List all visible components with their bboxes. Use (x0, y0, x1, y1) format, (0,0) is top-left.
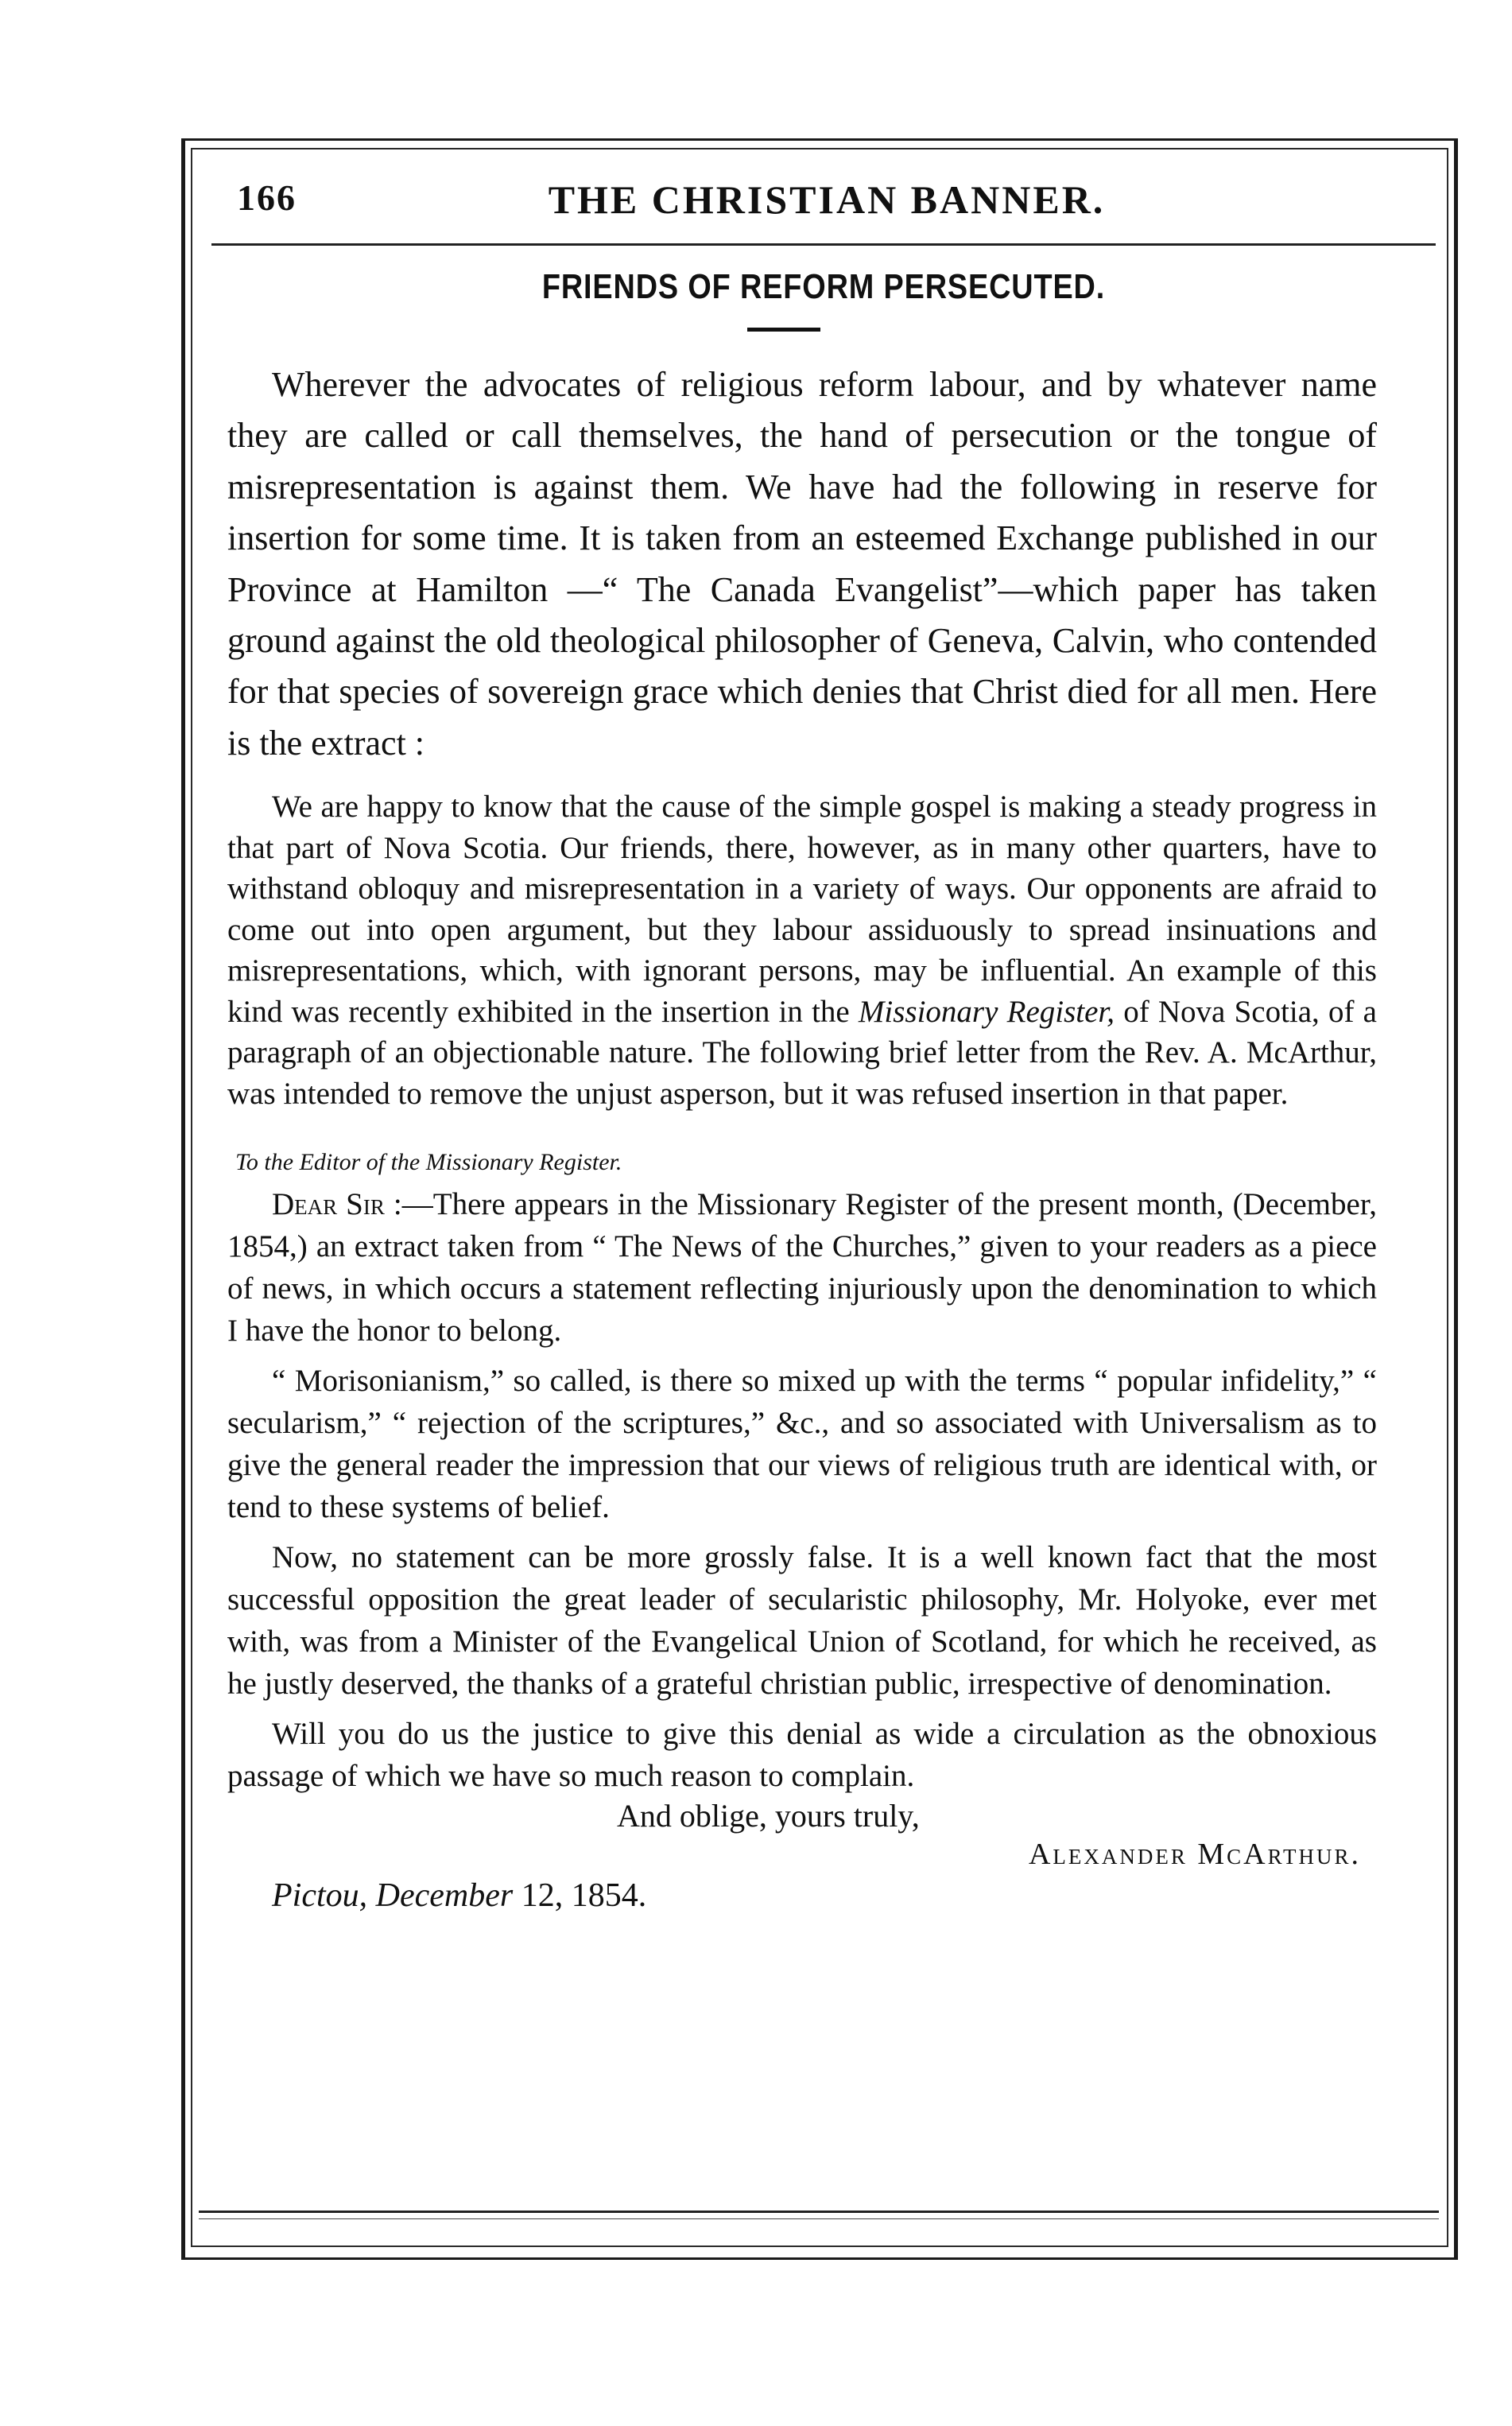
quote-text-1: We are happy to know that the cause of the simple gospel is making a steady progress in that part of Nova Scotia. Our friends, there, however, as in many other quarters, have to withstand obloquy and misrepresentation in a variety of ways. Our opponents are afraid to come out into open argument, but they labour assiduously to spread insinuations and misrepresentations, which, with ignorant persons, may be influential. An example of this kind was recently exhibited in the insertion in the (227, 790, 1377, 1029)
intro-paragraph: Wherever the advocates of religious reform labour, and by whatever name they are called or call themselves, the hand of persecution or the tongue of misrepresentation is against them. We have had the following in reserve for insertion for some time. It is taken from an esteemed Exchange published in our Province at Hamilton —“ The Canada Evangelist”—which paper has taken ground against the old theological philosopher of Geneva, Calvin, who contended for that species of sovereign grace which denies that Christ died for all men. Here is the extract : (227, 365, 1377, 763)
article-title: FRIENDS OF REFORM PERSECUTED. (541, 267, 1106, 306)
footer-rule (199, 2211, 1439, 2213)
signature: Alexander McArthur. (1028, 1838, 1361, 1872)
letter-paragraph-1-text: :—There appears in the Missionary Register of the present month, (December, 1854,) an extract taken from “ The News of the Churches,” given to your readers as a piece of news, in which occurs a statement reflecting injuriously upon the denomination to which I have the honor to belong. (227, 1187, 1378, 1349)
footer-rule-thin (199, 2218, 1439, 2219)
letter-salutation: Dear Sir (272, 1187, 385, 1222)
page-number: 166 (237, 177, 297, 218)
closing-phrase: And oblige, yours truly, (617, 1798, 920, 1834)
page-header (223, 177, 1431, 229)
dateline-date: 12, 1854. (513, 1877, 647, 1915)
letter-paragraph-1 (227, 1183, 1377, 1352)
article-body (227, 359, 1377, 1915)
title-underline (747, 328, 820, 332)
letter-addressee: To the Editor of the Missionary Register. (235, 1149, 622, 1176)
quote-italic-title: Missionary Register, (858, 994, 1115, 1029)
running-title: THE CHRISTIAN BANNER. (548, 177, 1106, 222)
header-rule (211, 243, 1436, 246)
dateline-place: Pictou, December (272, 1877, 514, 1915)
quote-text-2: of Nova Scotia, of a paragraph of an objectionable nature. The following brief letter from the Rev. A. McArthur, was intended to remove the unjust asperson, but it was refused insertion in that paper. (227, 994, 1377, 1111)
quoted-extract (227, 786, 1377, 1114)
letter-paragraph-4: Will you do us the justice to give this denial as wide a circulation as the obnoxious passage of which we have so much reason to complain. (227, 1717, 1377, 1794)
letter-paragraph-2: “ Morisonianism,” so called, is there so mixed up with the terms “ popular infidelity,” “ secularism,” “ rejection of the scriptures,” &c., and so associated with Universalism as to give the general reader the impression that our views of religious truth are identical with, or tend to these systems of belief. (227, 1364, 1377, 1525)
dateline (227, 1877, 1377, 1915)
letter-closing (227, 1797, 1377, 1877)
letter-paragraph-3: Now, no statement can be more grossly false. It is a well known fact that the most successful opposition the great leader of secularistic philosophy, Mr. Holyoke, ever met with, was from a Minister of the Evangelical Union of Scotland, for which he received, as he justly deserved, the thanks of a grateful christian public, irrespective of denomination. (227, 1540, 1377, 1702)
